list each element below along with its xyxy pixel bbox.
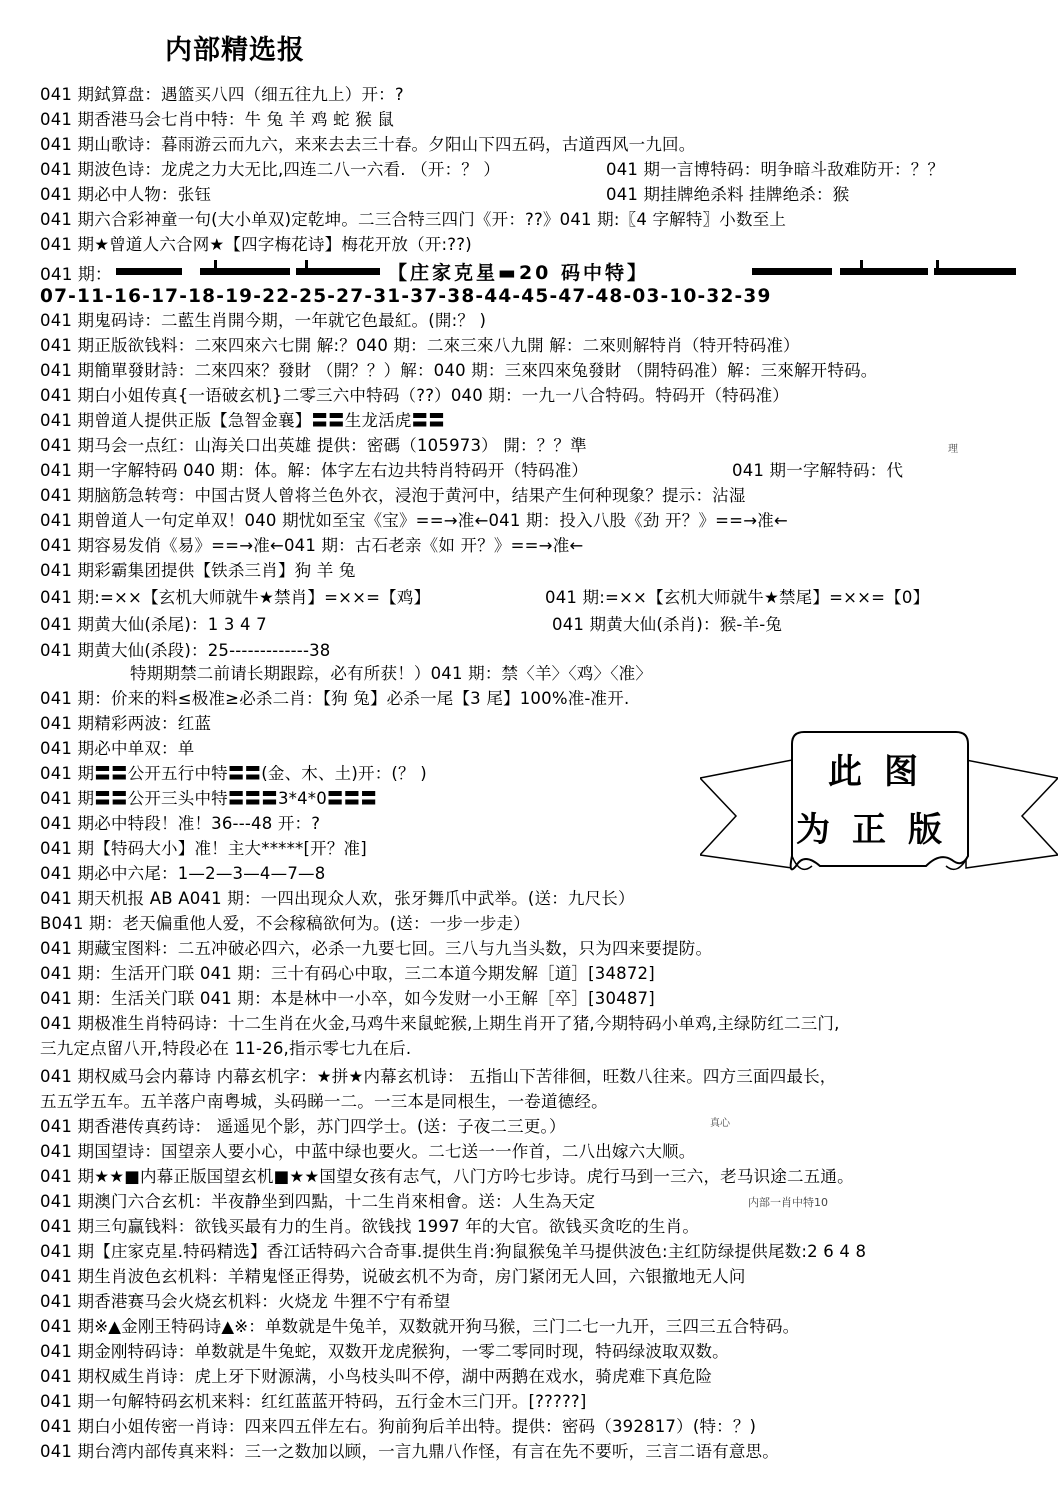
text-line: 三九定点留八开,特段必在 11-26,指示零七九在后.	[40, 1039, 412, 1058]
text-line: 041 期鉽算盘：遇篮买八四（细五往九上）开：?	[40, 85, 404, 104]
authentic-stamp	[700, 730, 1058, 890]
text-line: 特期期禁二前请长期跟踪，必有所获！）041 期：禁〈羊〉〈鸡〉〈准〉	[130, 664, 653, 683]
stray-note: 真心	[710, 1118, 730, 1129]
text-line: 041 期【庄家克星.特码精选】香江话特码六合奇事.提供生肖:狗鼠猴兔羊马提供波色:主红防绿提供尾数:2 6 4 8	[40, 1242, 867, 1261]
text-line: 041 期山歌诗：暮雨游云而九六，来来去去三十春。夕阳山下四五码，古道西风一九回。	[40, 135, 696, 154]
text-line: 041 期精彩两波：红蓝	[40, 714, 212, 733]
text-line: 041 期鬼码诗：二藍生肖開今期，一年就它色最紅。(開:？ )	[40, 311, 487, 330]
text-line: 041 期黄大仙(杀尾)：1 3 4 7	[40, 615, 267, 634]
stamp-line-1: 此图	[828, 752, 940, 792]
text-line: 041 期：生活开门联 041 期：三十有码心中取，三二本道今期发解［道］[34872]	[40, 964, 655, 983]
page-title: 内部精选报	[165, 35, 305, 66]
banner-bar	[116, 268, 182, 275]
text-line: 041 期：生活关门联 041 期：本是林中一小卒，如今发财一小王解［卒］[30487]	[40, 989, 655, 1008]
text-line: 041 期〓〓公开五行中特〓〓(金、木、土)开：(？ )	[40, 764, 427, 783]
text-line: 041 期必中人物：张钰	[40, 185, 212, 204]
banner-row	[40, 258, 1030, 284]
text-line: 041 期脑筋急转弯：中国古贤人曾将兰色外衣，浸泡于黄河中，结果产生何种现象？提示：沾湿	[40, 486, 746, 505]
banner-bar	[752, 268, 832, 275]
numbers-row: 07-11-16-17-18-19-22-25-27-31-37-38-44-45-47-48-03-10-32-39	[40, 286, 772, 307]
text-line: 041 期波色诗：龙虎之力大无比,四连二八一六看. （开：？ ）	[40, 160, 501, 179]
banner-text: 【庄家克星▬20 码中特】	[388, 262, 650, 284]
text-line-right: 041 期一字解特码：代	[732, 461, 904, 480]
text-line: 041 期金刚特码诗：单数就是牛兔蛇，双数开龙虎猴狗，一零二零同时现，特码绿波取双数。	[40, 1342, 729, 1361]
banner-label: 041 期：	[40, 265, 112, 285]
text-line: 041 期白小姐传真{一语破玄机}二零三六中特码（??）040 期：一九一八合特码。特码开（特码准）	[40, 386, 789, 405]
banner-bar	[840, 268, 928, 275]
text-line: 041 期白小姐传密一肖诗：四来四五伴左右。狗前狗后羊出特。提供：密码（392817）(特：？)	[40, 1417, 757, 1436]
text-line: 041 期容易发俏《易》==→准←041 期：古石老亲《如 开？》==→准←	[40, 536, 584, 555]
text-line: 041 期〓〓公开三头中特〓〓〓3*4*0〓〓〓	[40, 789, 378, 808]
text-line: 041 期黄大仙(杀段)：25-------------38	[40, 641, 331, 660]
text-line: 041 期三句赢钱料：欲钱买最有力的生肖。欲钱找 1997 年的大官。欲钱买贪吃的生肖。	[40, 1217, 700, 1236]
text-line: 041 期六合彩神童一句(大小单双)定乾坤。二三合特三四门《开：??》041 期:〖4 字解特〗小数至上	[40, 210, 787, 229]
text-line-right: 041 期挂牌绝杀料 挂牌绝杀：猴	[606, 185, 850, 204]
text-line: 041 期香港赛马会火烧玄机料：火烧龙 牛狸不宁有希望	[40, 1292, 451, 1311]
text-line: 041 期马会一点红：山海关口出英雄 提供：密碼（105973） 開：？？準	[40, 436, 587, 455]
text-line-right: 041 期:=××【玄机大师就牛★禁尾】=××=【0】	[545, 588, 930, 607]
text-line-right: 041 期一言博特码：明争暗斗敌难防开：？？	[606, 160, 945, 179]
text-line: 041 期:=××【玄机大师就牛★禁肖】=××=【鸡】	[40, 588, 431, 607]
text-line: 041 期正版欲钱料：二來四來六七開 解:？040 期：二來三來八九開 解：二來则解特肖（特开特码准）	[40, 336, 800, 355]
text-line: 041 期【特码大小】准！主大*****[开？准]	[40, 839, 367, 858]
text-line: 041 期簡單發財詩：二來四來？發財 （開？？）解：040 期：三來四來兔發財 （開特码准）解：三來解开特码。	[40, 361, 878, 380]
text-line: 041 期一字解特码 040 期：体。解：体字左右边共特肖特码开（特码准）	[40, 461, 589, 480]
stray-note: 内部一肖中特10	[748, 1196, 828, 1209]
text-line: 041 期权威生肖诗：虎上牙下财源满，小鸟枝头叫不停，湖中两鹅在戏水，骑虎难下真危险	[40, 1367, 713, 1386]
text-line: 041 期台湾内部传真来料：三一之数加以顾，一言九鼎八作怪，有言在先不要听，三言二语有意思。	[40, 1442, 779, 1461]
text-line: 041 期权威马会内幕诗 内幕玄机字：★拼★内幕玄机诗： 五指山下苦徘徊，旺数八往来。四方三面四最长，	[40, 1067, 837, 1086]
text-line: 041 期曾道人一句定单双！040 期忧如至宝《宝》==→准←041 期：投入八股《劲 开？》==→准←	[40, 511, 788, 530]
text-line: 041 期一句解特码玄机来料：红红蓝蓝开特码，五行金木三门开。[?????]	[40, 1392, 587, 1411]
text-line-right: 041 期黄大仙(杀肖)：猴-羊-兔	[552, 615, 783, 634]
text-line: 041 期极准生肖特码诗：十二生肖在火金,马鸡牛来鼠蛇猴,上期生肖开了猪,今期特码小单鸡,主绿防红二三门,	[40, 1014, 840, 1033]
text-line: 041 期必中特段！准！36---48 开：?	[40, 814, 321, 833]
text-line: 041 期★★■内幕正版国望玄机■★★国望女孩有志气，八门方吟七步诗。虎行马到一三六，老马识途二五通。	[40, 1167, 854, 1186]
text-line: 041 期※▲金刚王特码诗▲※：单数就是牛兔羊，双数就开狗马猴，三门二七一九开，三四三五合特码。	[40, 1317, 800, 1336]
banner-bar	[934, 268, 1016, 275]
stamp-line-2: 为正版	[796, 810, 964, 850]
text-line: 041 期：价来的料≤极准≥必杀二肖：【狗 兔】必杀一尾【3 尾】100%准-准开.	[40, 689, 630, 708]
stray-note: 理	[948, 444, 958, 455]
banner-bar	[296, 268, 380, 275]
text-line: 041 期香港传真药诗： 遥遥见个影，苏门四学士。(送：子夜二三更。）	[40, 1117, 566, 1136]
text-line: 041 期必中六尾：1—2—3—4—7—8	[40, 864, 326, 883]
text-line: 041 期必中单双：单	[40, 739, 195, 758]
text-line: B041 期：老天偏重他人爱，不会稼稿欲何为。(送：一步一步走）	[40, 914, 530, 933]
text-line: 041 期曾道人提供正版【急智金襄】〓〓生龙活虎〓〓	[40, 411, 445, 430]
text-line: 041 期藏宝图料：二五冲破必四六，必杀一九要七回。三八与九当头数，只为四来要提防。	[40, 939, 713, 958]
text-line: 041 期香港马会七肖中特：牛 兔 羊 鸡 蛇 猴 鼠	[40, 110, 395, 129]
text-line: 041 期生肖波色玄机料：羊精鬼怪正得势，说破玄机不为奇，房门紧闭无人回，六银撤地无人问	[40, 1267, 746, 1286]
text-line: 041 期彩霸集团提供【铁杀三肖】狗 羊 兔	[40, 561, 356, 580]
text-line: 041 期澳门六合玄机：半夜静坐到四點，十二生肖來相會。送：人生為天定	[40, 1192, 596, 1211]
banner-bar	[200, 268, 290, 275]
text-line: 041 期★曾道人六合网★【四字梅花诗】梅花开放（开:??)	[40, 235, 472, 254]
text-line: 五五学五车。五羊落户南粤城，头码睇一二。一三本是同根生，一卷道德经。	[40, 1092, 608, 1111]
text-line: 041 期国望诗：国望亲人要小心，中蓝中绿也要火。二七送一一作首，二八出嫁六大顺。	[40, 1142, 696, 1161]
text-line: 041 期天机报 AB A041 期：一四出现众人欢，张牙舞爪中武举。(送：九尺长）	[40, 889, 635, 908]
